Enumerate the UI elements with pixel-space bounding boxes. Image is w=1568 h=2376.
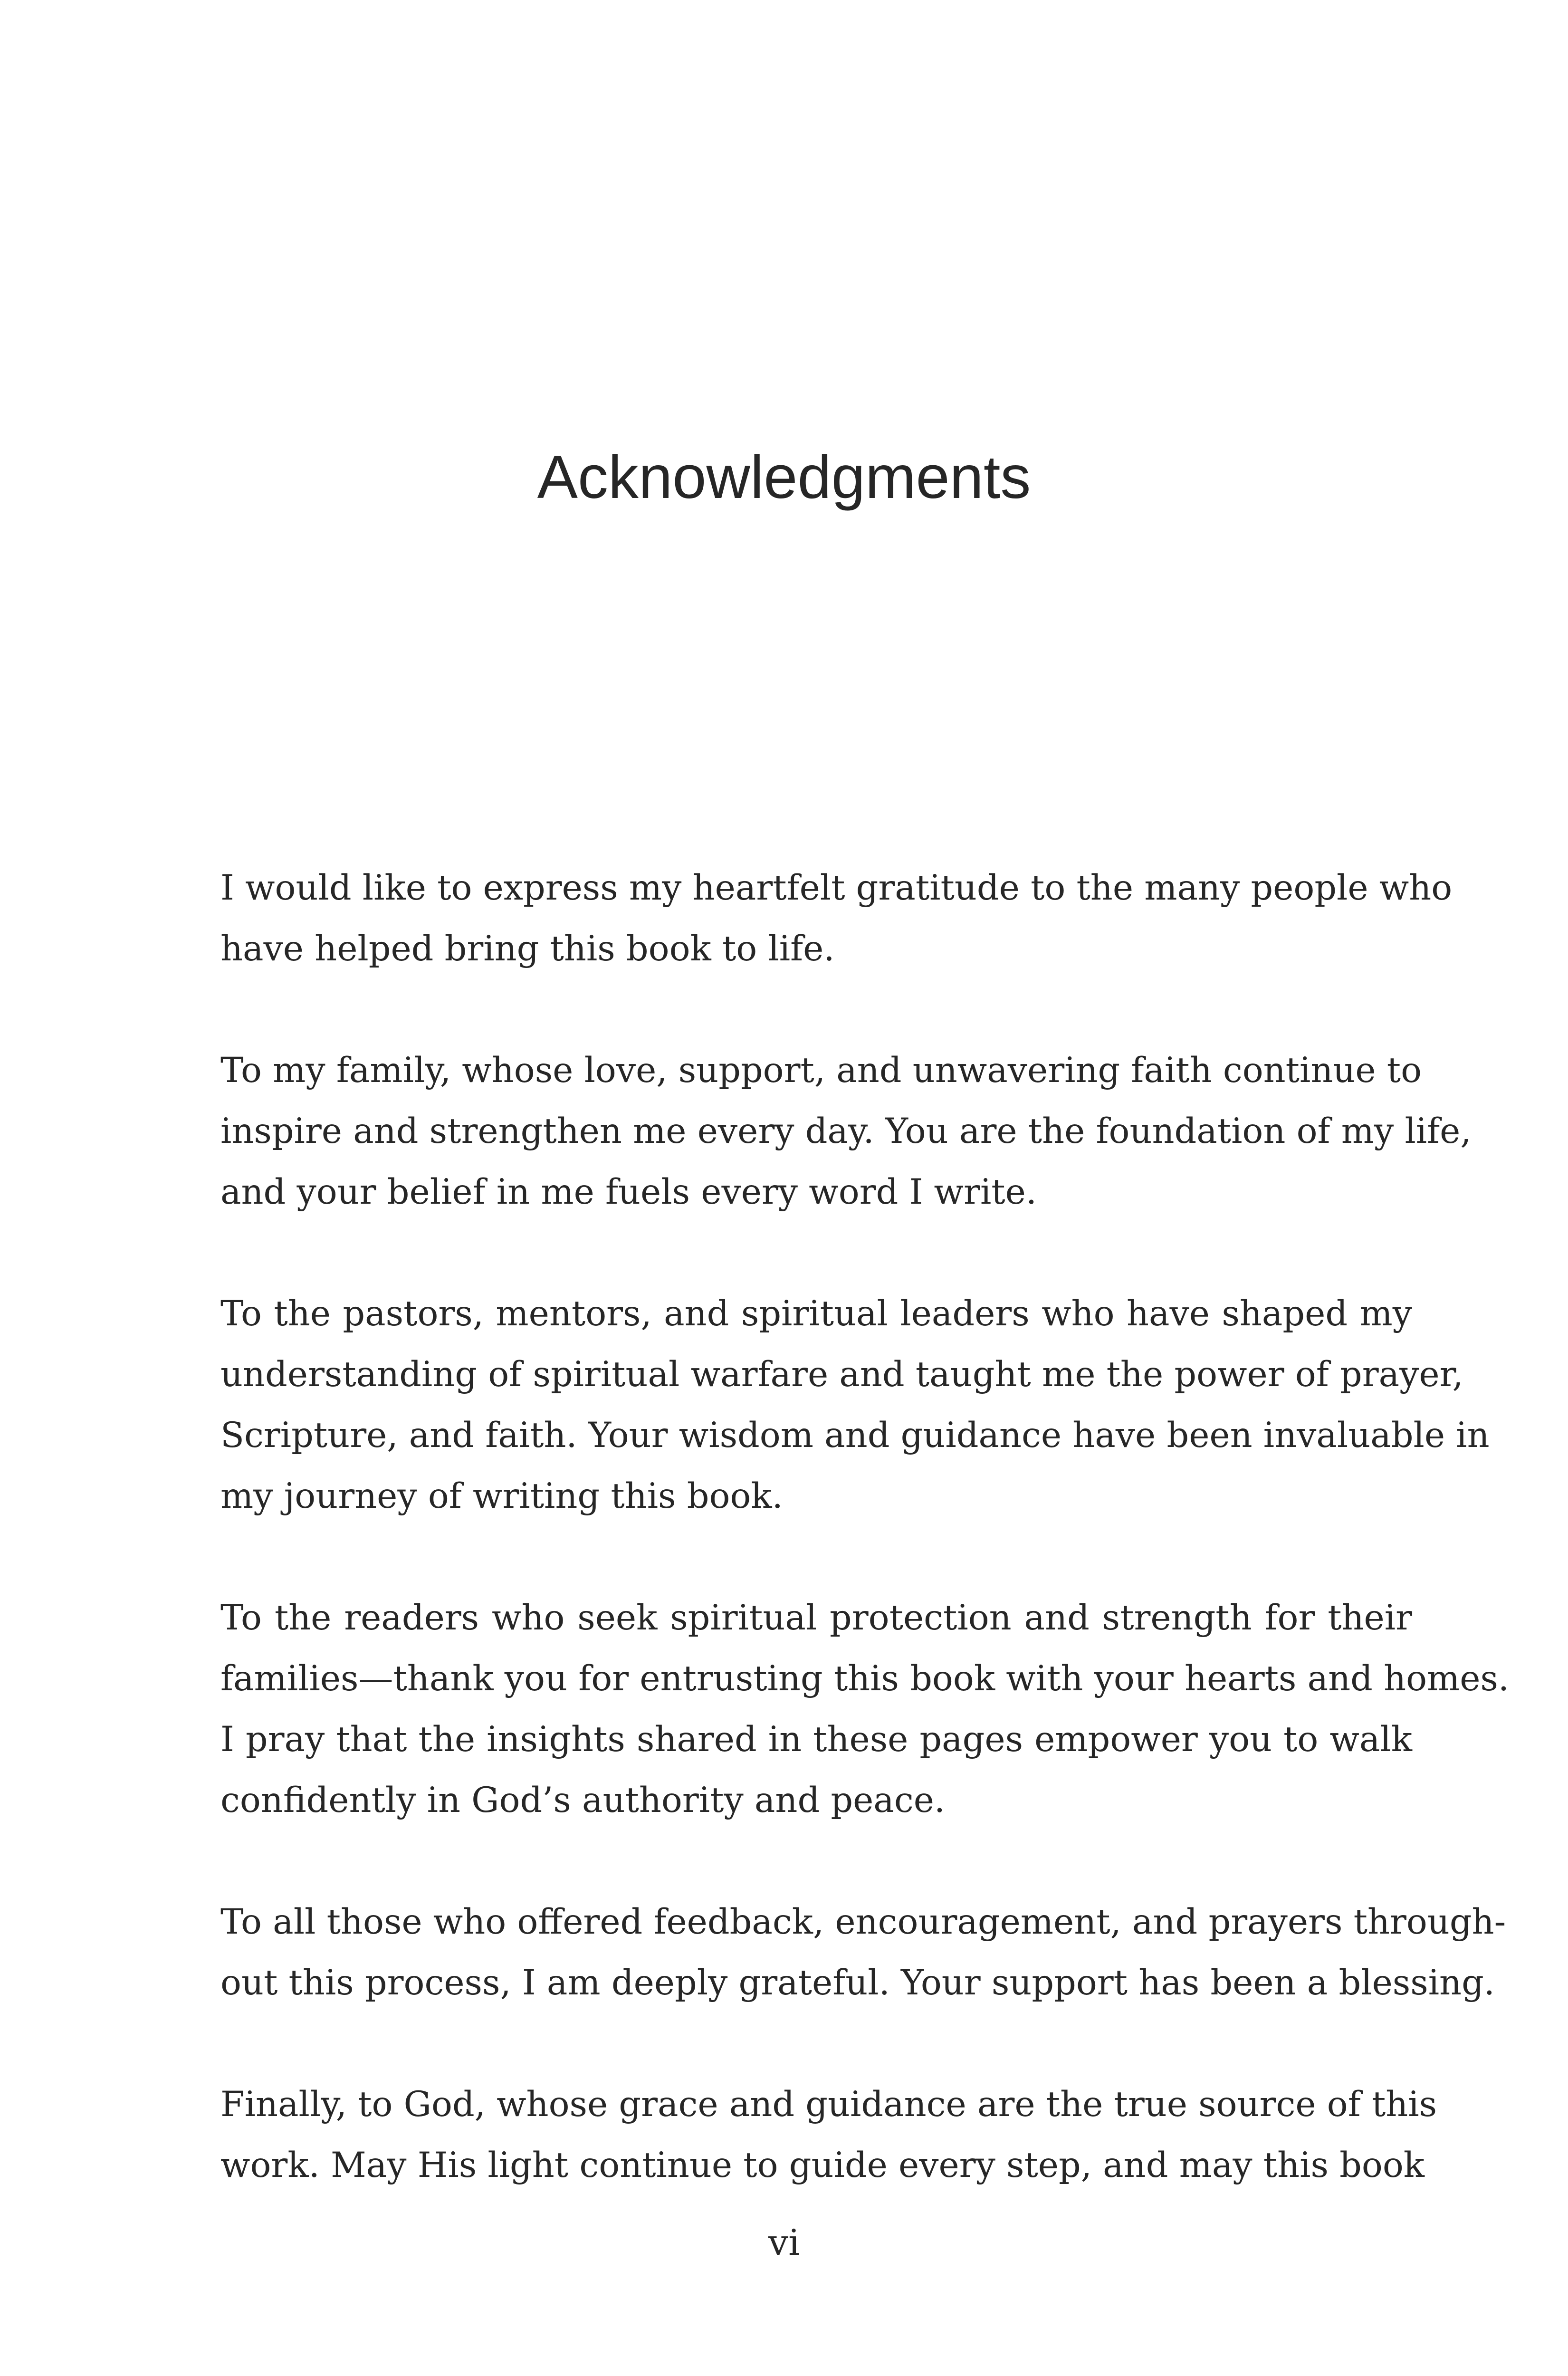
text-line: To my family, whose love, support, and unwavering faith continue to: [220, 1050, 1422, 1091]
text-line: To the pastors, mentors, and spiritual leaders who have shaped my: [220, 1293, 1412, 1334]
text-line: inspire and strengthen me every day. You are the foundation of my life,: [220, 1111, 1472, 1151]
text-line: I pray that the insights shared in these pages empower you to walk: [220, 1719, 1412, 1760]
text-line: my journey of writing this book.: [220, 1476, 783, 1516]
text-line: I would like to express my heartfelt gratitude to the many people who: [220, 868, 1453, 908]
paragraph-intro: [220, 858, 1453, 979]
text-line: To all those who offered feedback, encouragement, and prayers through-: [220, 1902, 1506, 1942]
text-line: Finally, to God, whose grace and guidance are the true source of this: [220, 2084, 1437, 2125]
text-line: out this process, I am deeply grateful. Your support has been a blessing.: [220, 1963, 1495, 2003]
text-line: work. May His light continue to guide every step, and may this book: [220, 2145, 1425, 2185]
paragraph-readers: [220, 1588, 1510, 1831]
page-title: Acknowledgments: [537, 443, 1031, 511]
paragraph-family: [220, 1040, 1472, 1223]
text-line: have helped bring this book to life.: [220, 929, 835, 969]
paragraph-god: [220, 2074, 1437, 2196]
text-line: confidently in God’s authority and peace.: [220, 1780, 946, 1820]
text-line: and your belief in me fuels every word I write.: [220, 1172, 1037, 1212]
paragraph-supporters: [220, 1892, 1506, 2013]
page-number: vi: [768, 2222, 800, 2263]
body-text: [220, 858, 1510, 2257]
paragraph-pastors: [220, 1284, 1490, 1527]
text-line: families—thank you for entrusting this book with your hearts and homes.: [220, 1658, 1510, 1699]
text-line: Scripture, and faith. Your wisdom and guidance have been invaluable in: [220, 1415, 1490, 1456]
text-line: To the readers who seek spiritual protection and strength for their: [220, 1598, 1412, 1638]
text-line: understanding of spiritual warfare and taught me the power of prayer,: [220, 1354, 1463, 1395]
